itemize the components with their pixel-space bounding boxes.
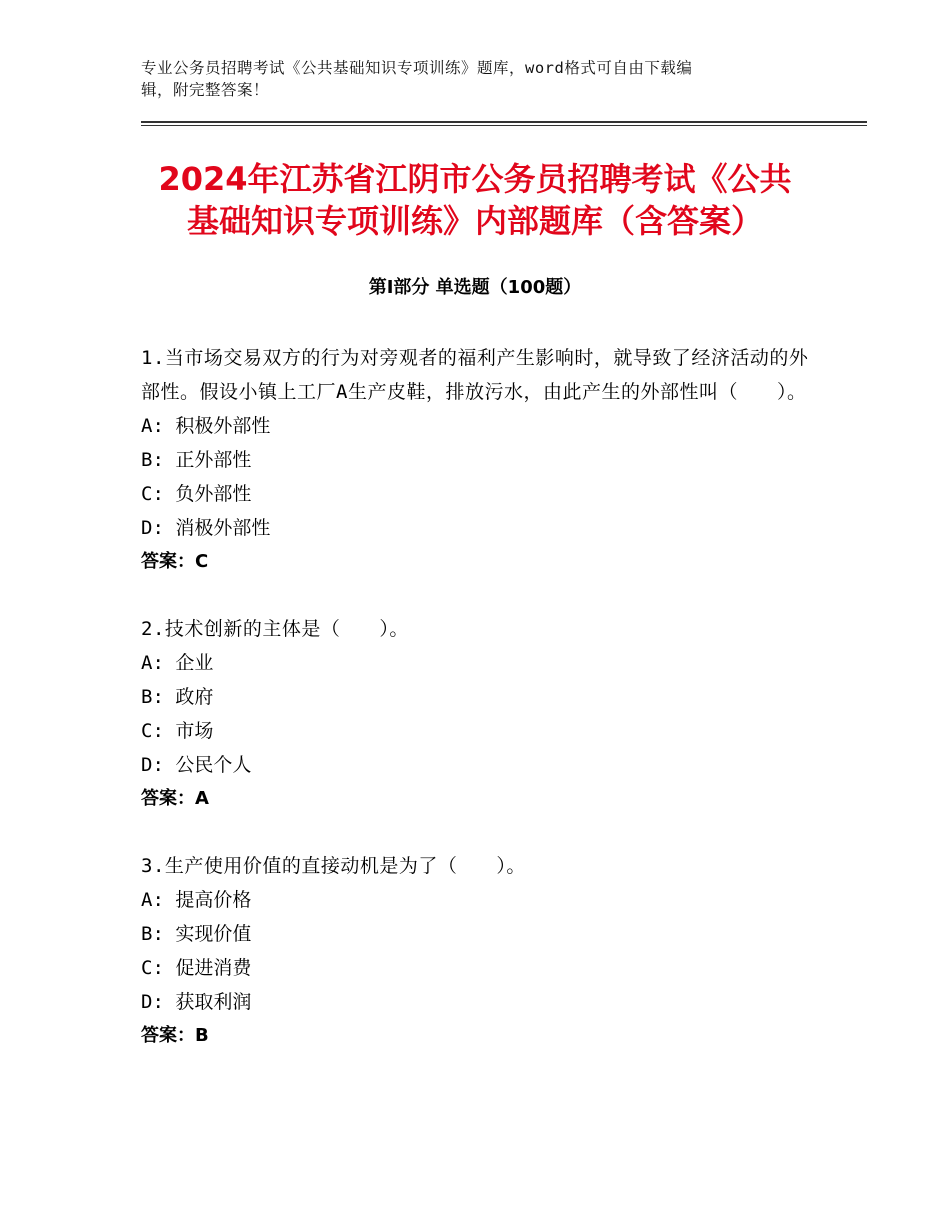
section-heading: 第Ⅰ部分 单选题（100题）: [368, 277, 582, 298]
option-c: C: 促进消费: [141, 957, 252, 979]
document-title: [120, 158, 830, 242]
answer-line: 答案：B: [141, 1025, 209, 1046]
question-item: [141, 612, 811, 816]
option-a: A: 提高价格: [141, 889, 252, 911]
answer-line: 答案：A: [141, 788, 209, 809]
question-item: [141, 341, 811, 579]
question-stem: 3.生产使用价值的直接动机是为了（ ）。: [141, 855, 526, 877]
header-note-line-2: 辑，附完整答案！: [141, 81, 270, 99]
question-item: [141, 849, 811, 1053]
option-c: C: 市场: [141, 720, 214, 742]
header-divider-thin: [141, 125, 867, 126]
option-d: D: 消极外部性: [141, 517, 271, 539]
question-stem: 2.技术创新的主体是（ ）。: [141, 618, 409, 640]
answer-line: 答案：C: [141, 551, 209, 572]
option-d: D: 公民个人: [141, 754, 252, 776]
option-a: A: 企业: [141, 652, 214, 674]
option-b: B: 正外部性: [141, 449, 252, 471]
header-divider-thick: [141, 121, 867, 123]
option-c: C: 负外部性: [141, 483, 252, 505]
question-stem: 1.当市场交易双方的行为对旁观者的福利产生影响时，就导致了经济活动的外部性。假设小镇上工厂A生产皮鞋，排放污水，由此产生的外部性叫（ ）。: [141, 347, 809, 403]
document-title-line-1: 2024年江苏省江阴市公务员招聘考试《公共: [158, 160, 792, 198]
header-note-line-1: 专业公务员招聘考试《公共基础知识专项训练》题库，word格式可自由下载编: [141, 59, 693, 77]
header-note: [141, 57, 801, 101]
option-b: B: 实现价值: [141, 923, 252, 945]
option-b: B: 政府: [141, 686, 214, 708]
question-list: [141, 341, 811, 1086]
document-title-line-2: 基础知识专项训练》内部题库（含答案）: [186, 202, 763, 240]
option-d: D: 获取利润: [141, 991, 252, 1013]
option-a: A: 积极外部性: [141, 415, 271, 437]
